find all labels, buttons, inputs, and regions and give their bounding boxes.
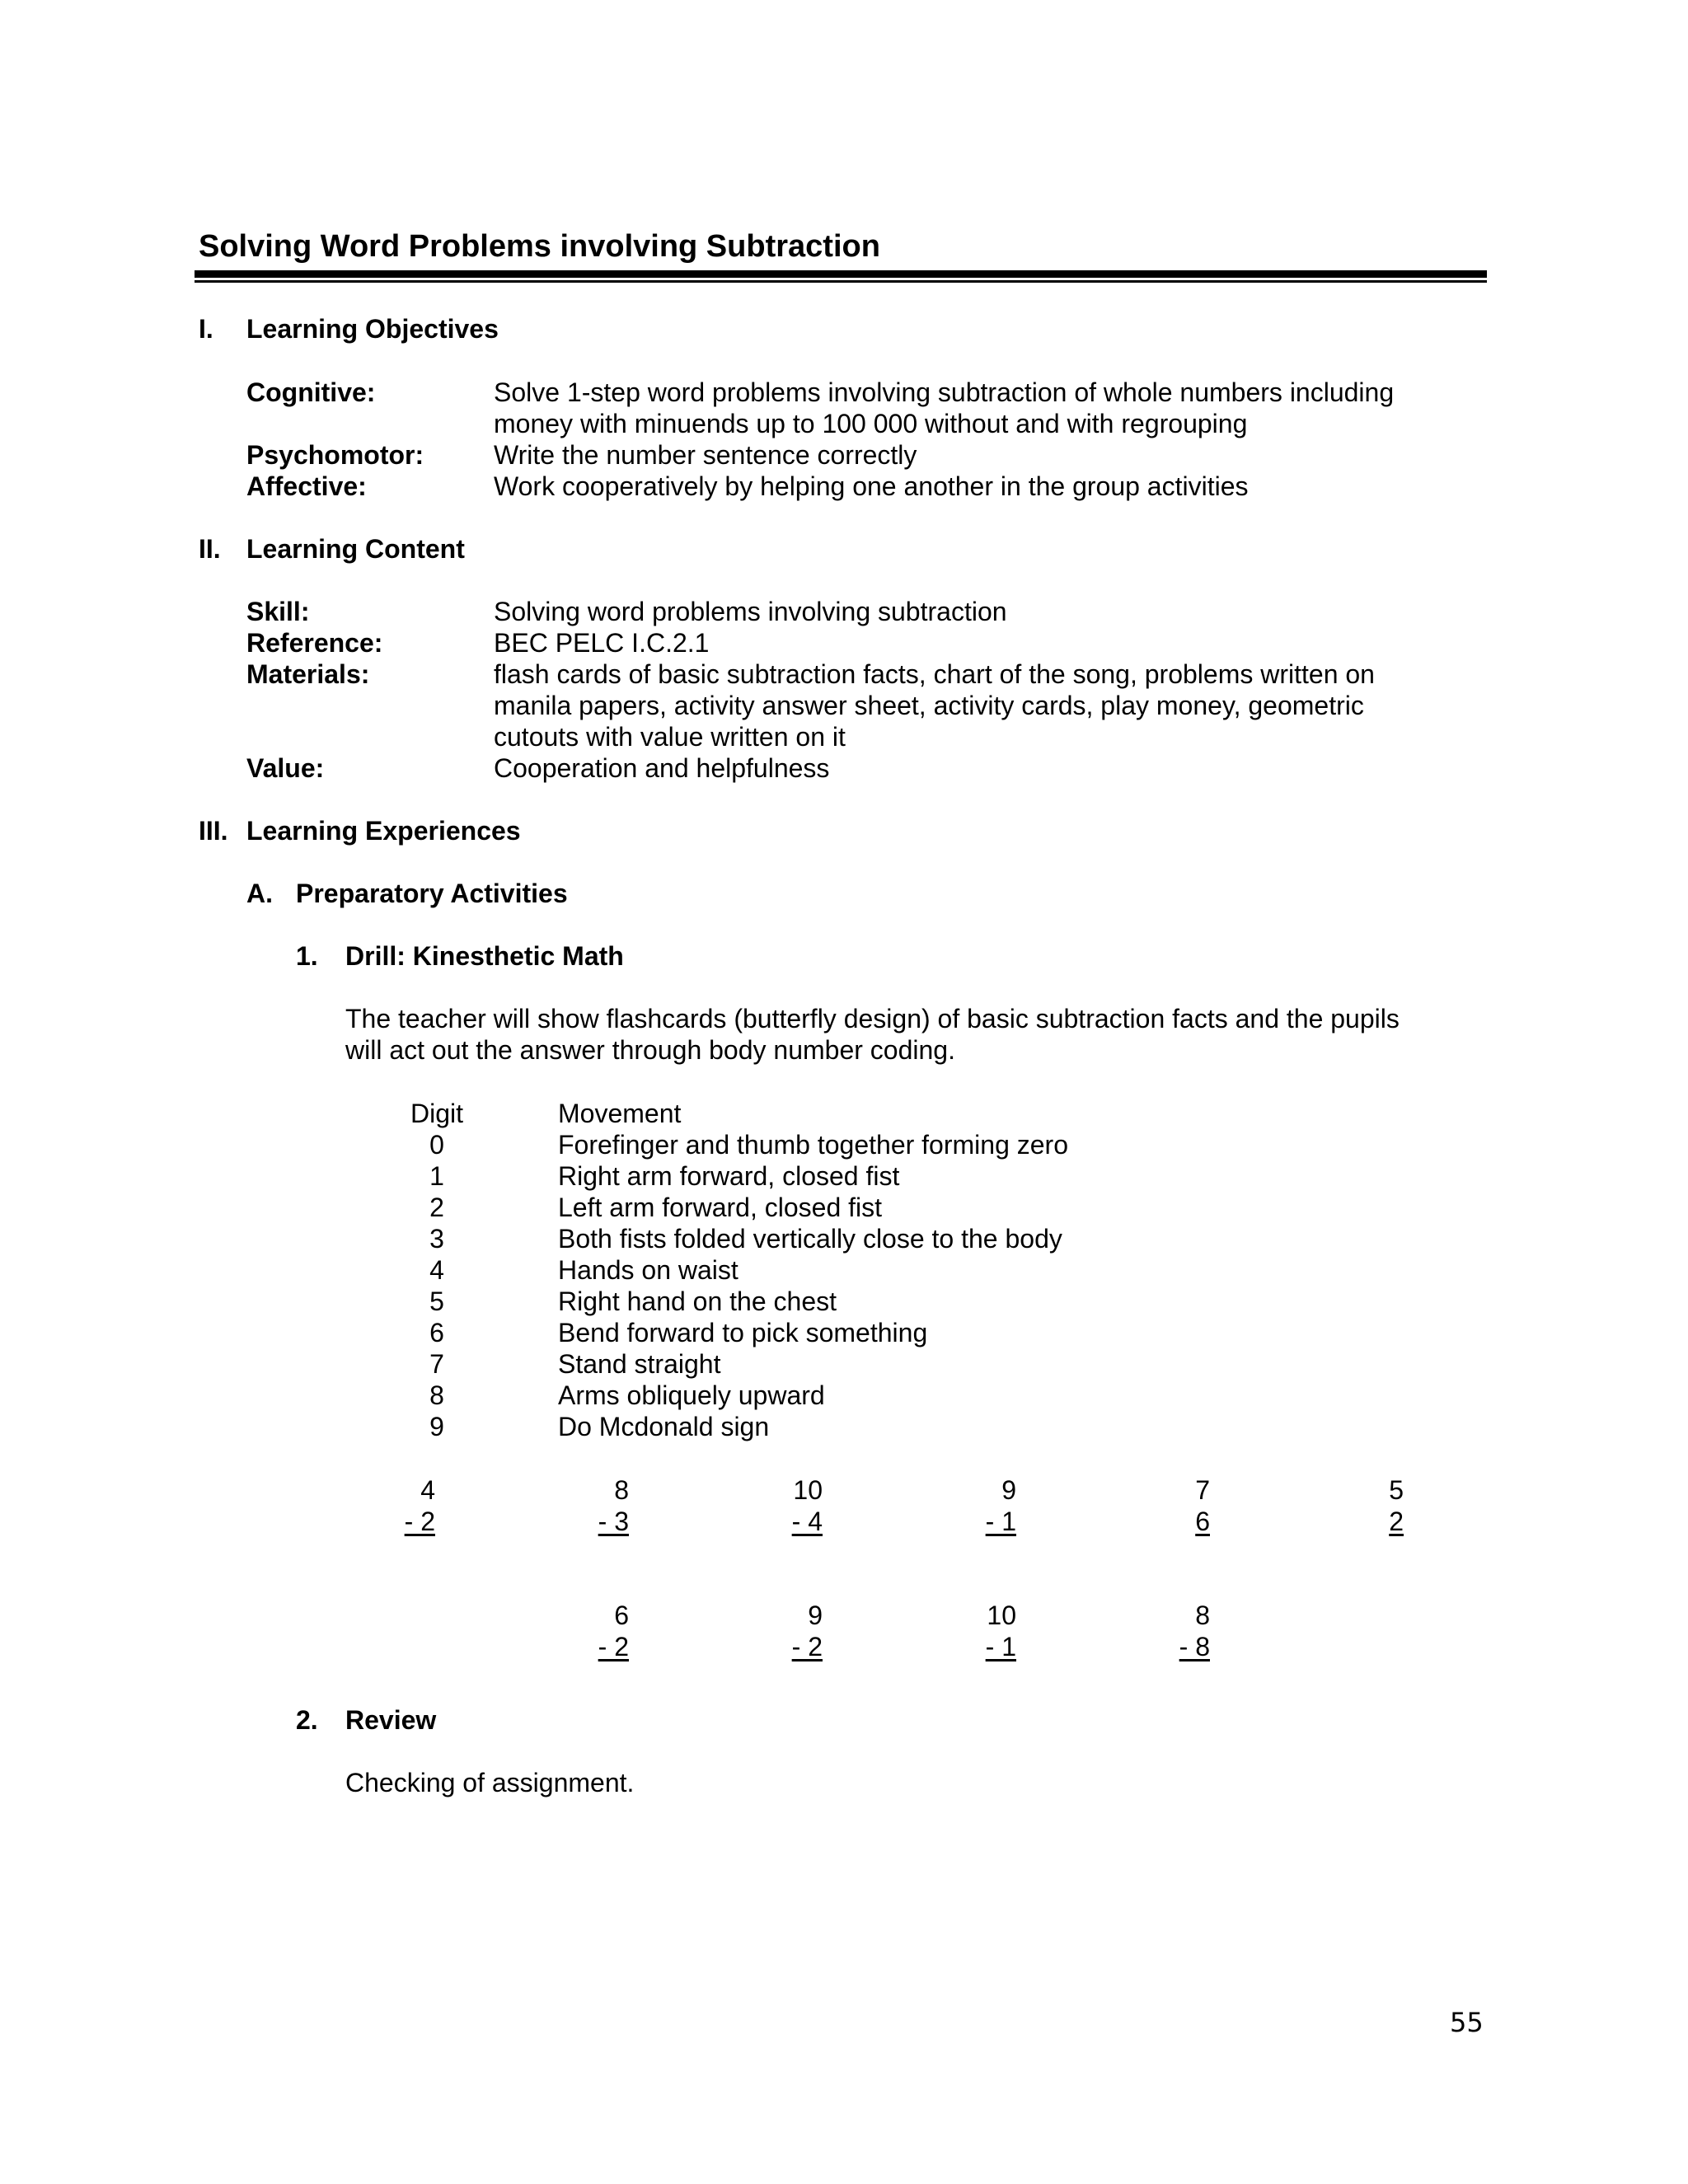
problem-subtrahend: 2: [1389, 1507, 1404, 1536]
subsection-a-heading: Preparatory Activities: [296, 879, 568, 908]
psychomotor-text: Write the number sentence correctly: [494, 440, 917, 470]
coding-digit: 6: [429, 1318, 444, 1347]
coding-movement: Arms obliquely upward: [558, 1380, 825, 1410]
section-3-heading: Learning Experiences: [246, 816, 521, 846]
problem-minuend: 8: [1195, 1601, 1210, 1630]
cognitive-text-line2: money with minuends up to 100 000 without and with regrouping: [494, 409, 1248, 438]
cognitive-label: Cognitive:: [246, 377, 376, 407]
coding-movement: Forefinger and thumb together forming zero: [558, 1130, 1068, 1160]
section-1-numeral: I.: [199, 314, 213, 344]
coding-movement: Left arm forward, closed fist: [558, 1193, 883, 1222]
coding-digit: 3: [429, 1224, 444, 1254]
problem-subtrahend: - 2: [598, 1632, 629, 1661]
cognitive-text-line1: Solve 1-step word problems involving subtraction of whole numbers including: [494, 377, 1395, 407]
item-2-heading: Review: [345, 1705, 437, 1735]
item-2-number: 2.: [296, 1705, 318, 1735]
movement-column-header: Movement: [558, 1099, 682, 1128]
section-1-heading: Learning Objectives: [246, 314, 499, 344]
item-1-number: 1.: [296, 941, 318, 971]
psychomotor-label: Psychomotor:: [246, 440, 424, 470]
problem-minuend: 10: [987, 1601, 1016, 1630]
value-text: Cooperation and helpfulness: [494, 753, 830, 783]
page-number: 55: [1450, 2007, 1484, 2038]
affective-label: Affective:: [246, 471, 367, 501]
problem-minuend: 7: [1195, 1475, 1210, 1505]
coding-movement: Hands on waist: [558, 1255, 738, 1285]
problem-minuend: 8: [614, 1475, 629, 1505]
reference-text: BEC PELC I.C.2.1: [494, 628, 710, 658]
skill-text: Solving word problems involving subtraction: [494, 597, 1007, 626]
problem-subtrahend: - 2: [404, 1507, 435, 1536]
title-rule-thick: [195, 270, 1487, 278]
problem-minuend: 5: [1389, 1475, 1404, 1505]
title-rule-thin: [195, 280, 1487, 283]
coding-digit: 0: [429, 1130, 444, 1160]
skill-label: Skill:: [246, 597, 310, 626]
coding-movement: Both fists folded vertically close to the body: [558, 1224, 1062, 1254]
problem-minuend: 9: [1001, 1475, 1016, 1505]
digit-column-header: Digit: [410, 1099, 463, 1128]
coding-digit: 2: [429, 1193, 444, 1222]
coding-digit: 4: [429, 1255, 444, 1285]
review-text: Checking of assignment.: [345, 1768, 635, 1797]
drill-paragraph-line2: will act out the answer through body number coding.: [345, 1035, 955, 1065]
problem-subtrahend: - 4: [791, 1507, 823, 1536]
section-2-numeral: II.: [199, 534, 221, 564]
materials-text-line3: cutouts with value written on it: [494, 722, 846, 752]
problem-subtrahend: - 1: [985, 1507, 1016, 1536]
coding-movement: Bend forward to pick something: [558, 1318, 928, 1347]
section-3-numeral: III.: [199, 816, 228, 846]
materials-label: Materials:: [246, 659, 370, 689]
coding-movement: Right hand on the chest: [558, 1286, 837, 1316]
problem-minuend: 9: [808, 1601, 823, 1630]
coding-movement: Stand straight: [558, 1349, 721, 1379]
reference-label: Reference:: [246, 628, 383, 658]
subsection-a-letter: A.: [246, 879, 273, 908]
affective-text: Work cooperatively by helping one another in the group activities: [494, 471, 1249, 501]
problem-subtrahend: - 1: [985, 1632, 1016, 1661]
coding-movement: Right arm forward, closed fist: [558, 1161, 900, 1191]
coding-movement: Do Mcdonald sign: [558, 1412, 770, 1441]
problem-subtrahend: - 8: [1179, 1632, 1210, 1661]
value-label: Value:: [246, 753, 325, 783]
coding-digit: 7: [429, 1349, 444, 1379]
materials-text-line1: flash cards of basic subtraction facts, chart of the song, problems written on: [494, 659, 1375, 689]
coding-digit: 9: [429, 1412, 444, 1441]
problem-minuend: 10: [793, 1475, 823, 1505]
problem-subtrahend: 6: [1195, 1507, 1210, 1536]
item-1-heading: Drill: Kinesthetic Math: [345, 941, 624, 971]
drill-paragraph-line1: The teacher will show flashcards (butterfly design) of basic subtraction facts and the pupils: [345, 1004, 1400, 1033]
coding-digit: 1: [429, 1161, 444, 1191]
problem-minuend: 4: [420, 1475, 435, 1505]
problem-subtrahend: - 2: [791, 1632, 823, 1661]
problem-minuend: 6: [614, 1601, 629, 1630]
page-title: Solving Word Problems involving Subtraction: [199, 229, 880, 264]
problem-subtrahend: - 3: [598, 1507, 629, 1536]
coding-digit: 5: [429, 1286, 444, 1316]
materials-text-line2: manila papers, activity answer sheet, activity cards, play money, geometric: [494, 691, 1364, 720]
section-2-heading: Learning Content: [246, 534, 465, 564]
coding-digit: 8: [429, 1380, 444, 1410]
